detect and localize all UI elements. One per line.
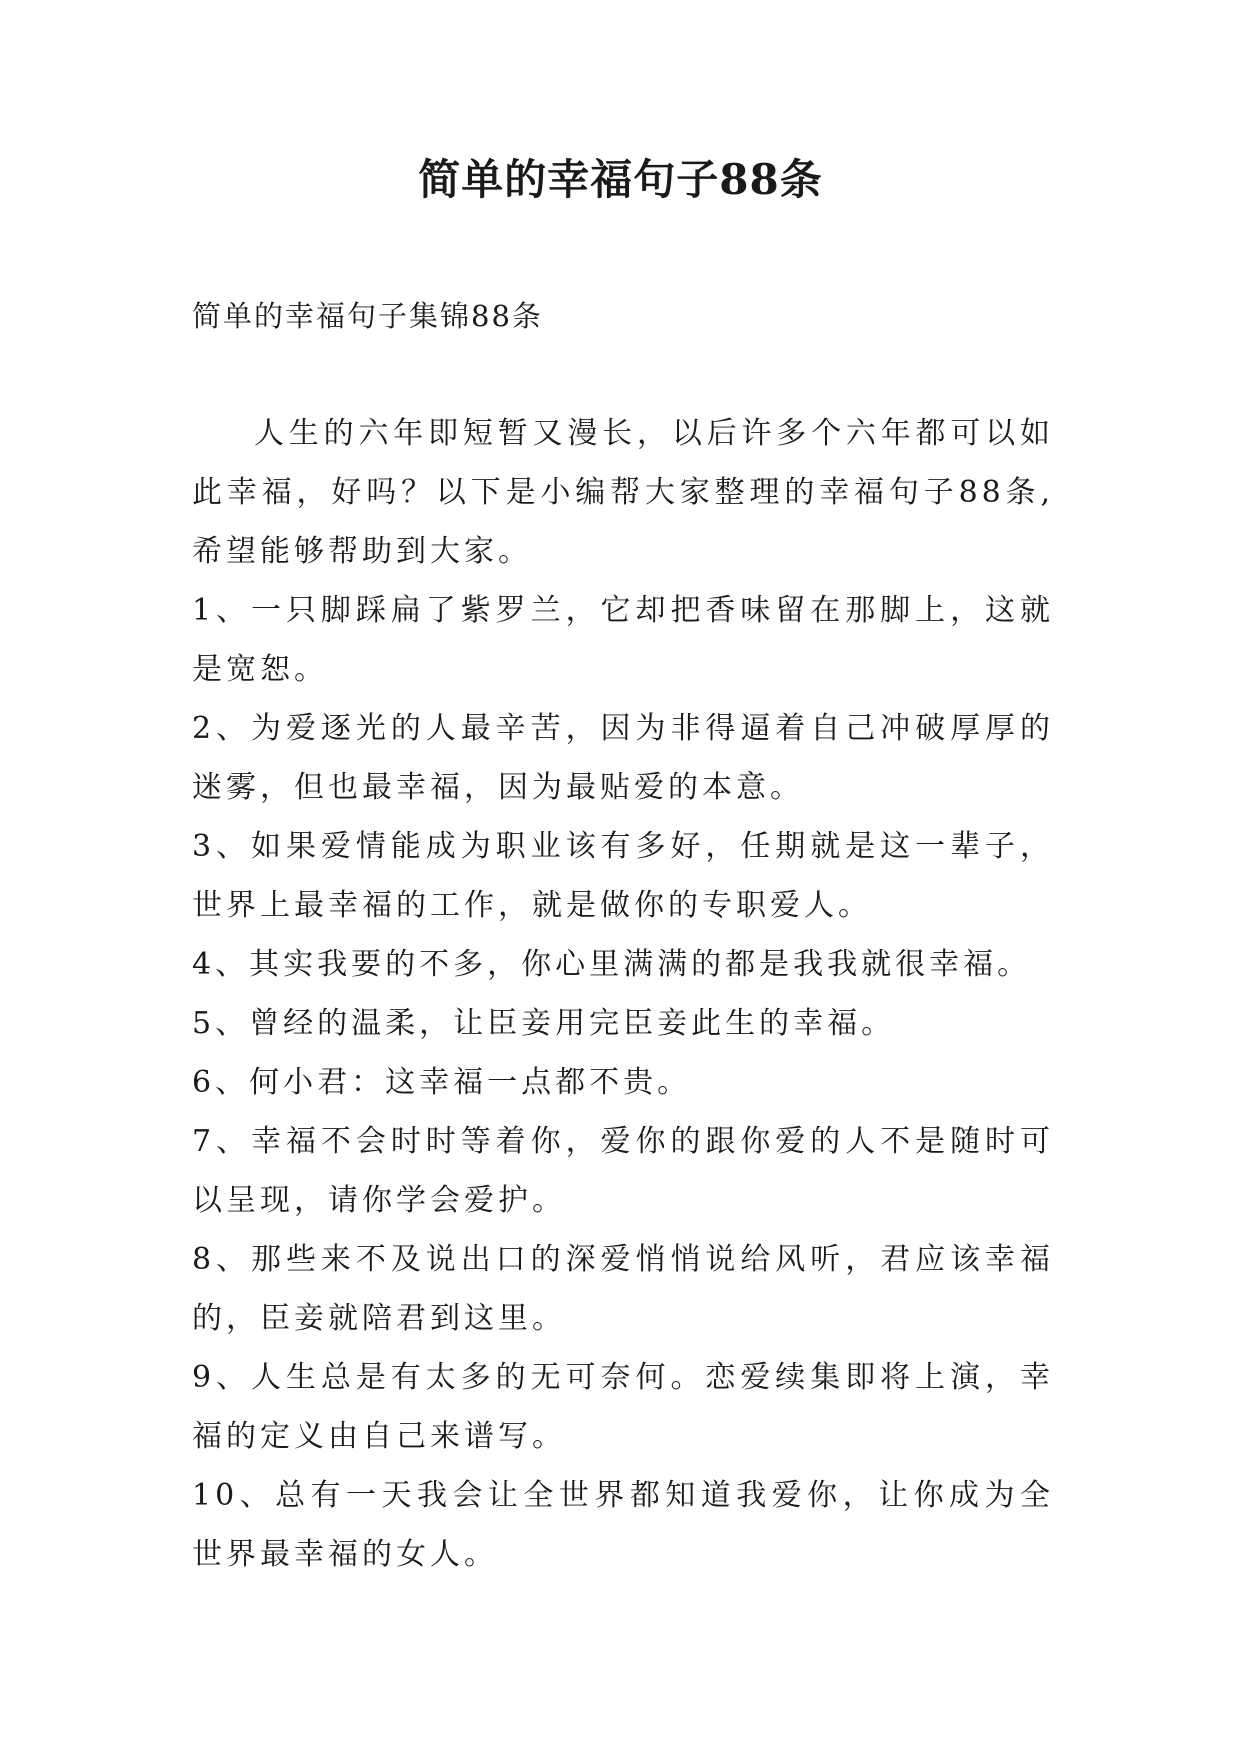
- list-item: 2、为爱逐光的人最辛苦，因为非得逼着自己冲破厚厚的迷雾，但也最幸福，因为最贴爱的本意。: [192, 711, 1054, 805]
- list-item: 3、如果爱情能成为职业该有多好，任期就是这一辈子，世界上最幸福的工作，就是做你的专职爱人。: [192, 829, 1054, 923]
- list-item: 7、幸福不会时时等着你，爱你的跟你爱的人不是随时可以呈现，请你学会爱护。: [192, 1124, 1054, 1218]
- list-item: 6、何小君：这幸福一点都不贵。: [192, 1065, 692, 1100]
- list-item: 8、那些来不及说出口的深爱悄悄说给风听，君应该幸福的，臣妾就陪君到这里。: [192, 1242, 1054, 1336]
- list-item: 1、一只脚踩扁了紫罗兰，它却把香味留在那脚上，这就是宽恕。: [192, 593, 1054, 687]
- list-item: 5、曾经的温柔，让臣妾用完臣妾此生的幸福。: [192, 1006, 896, 1041]
- intro-paragraph: 人生的六年即短暂又漫长，以后许多个六年都可以如此幸福，好吗？以下是小编帮大家整理的幸福句子88条,希望能够帮助到大家。: [192, 416, 1054, 569]
- document-subtitle: 简单的幸福句子集锦88条: [192, 299, 543, 333]
- list-item: 4、其实我要的不多，你心里满满的都是我我就很幸福。: [192, 947, 1032, 982]
- list-item: 9、人生总是有太多的无可奈何。恋爱续集即将上演，幸福的定义由自己来谱写。: [192, 1360, 1054, 1454]
- document-title: 简单的幸福句子88条: [418, 155, 823, 204]
- document-body: [192, 404, 1054, 1584]
- list-item: 10、总有一天我会让全世界都知道我爱你，让你成为全世界最幸福的女人。: [192, 1478, 1054, 1572]
